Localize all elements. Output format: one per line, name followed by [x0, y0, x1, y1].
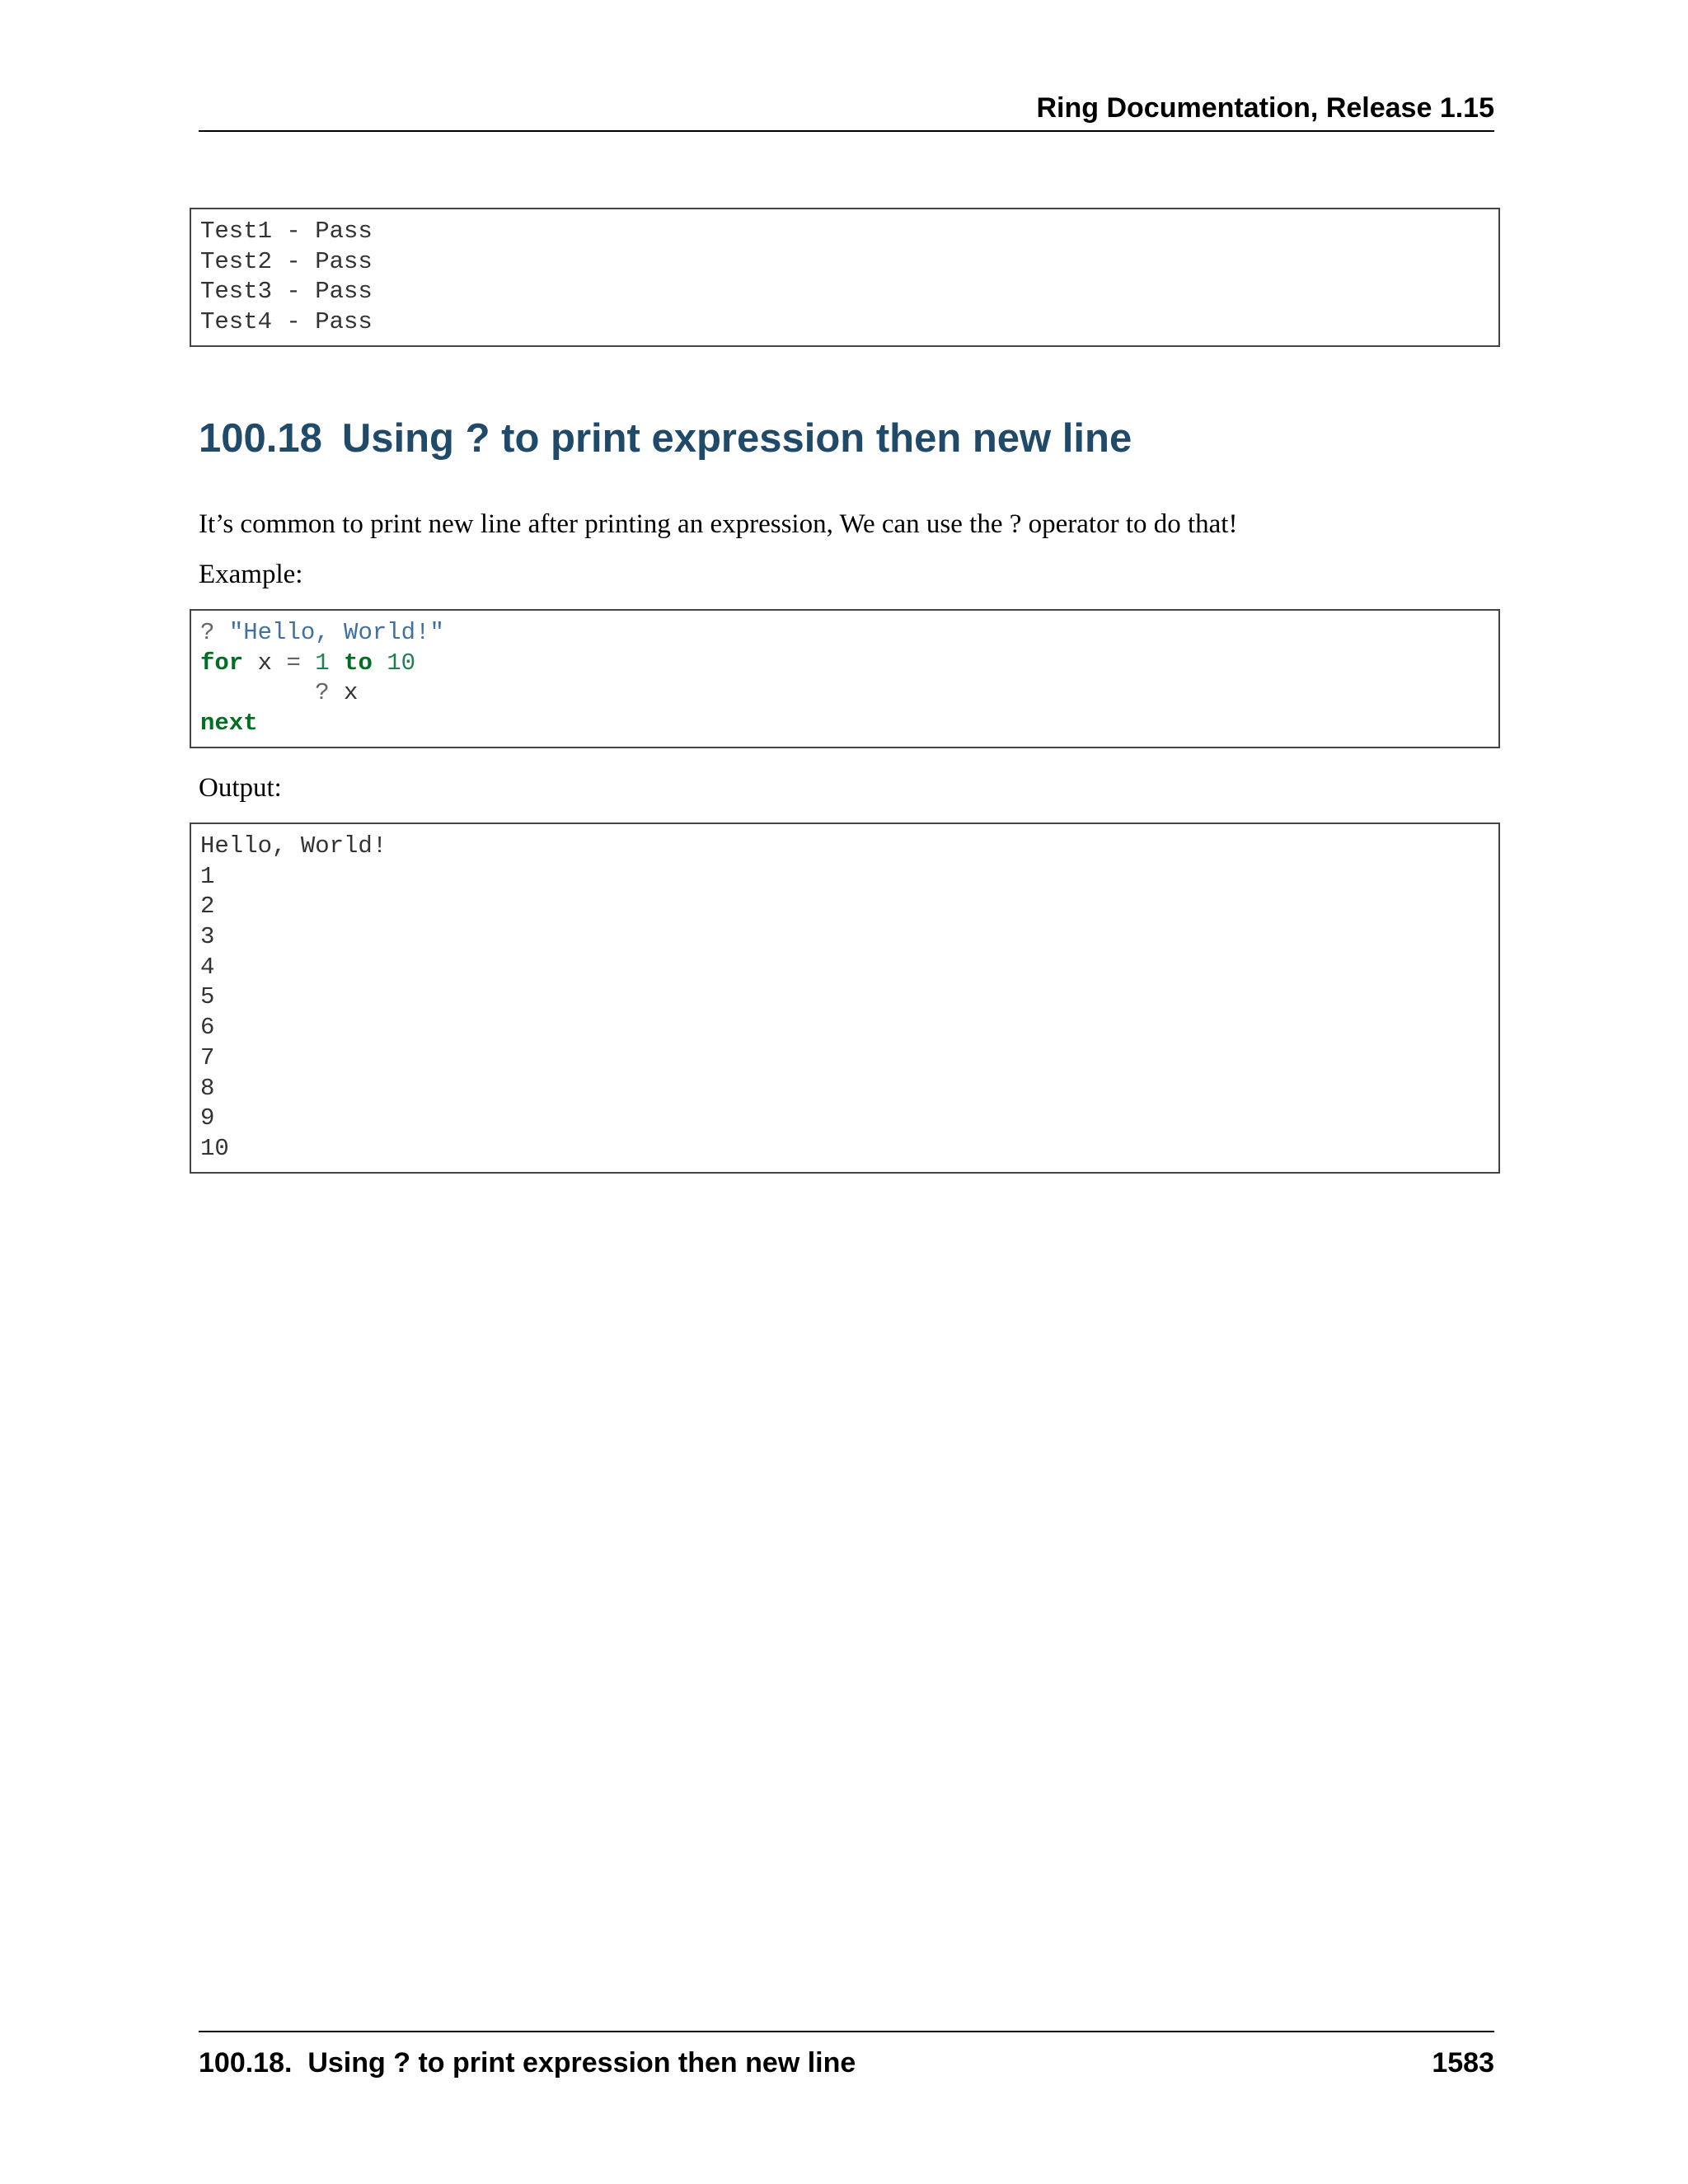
- page-header: [199, 91, 1494, 132]
- code-line-1: [200, 618, 1498, 649]
- output-line: 10: [200, 1134, 229, 1162]
- code-line-2: [200, 649, 1498, 679]
- code-line-3: [200, 678, 1498, 709]
- loop-end: 10: [387, 649, 416, 677]
- example-label: Example:: [199, 560, 303, 589]
- print-operator: ?: [315, 679, 330, 707]
- output-line: 7: [200, 1043, 215, 1071]
- output-line: 4: [200, 953, 215, 981]
- output-line: 9: [200, 1104, 215, 1132]
- footer-section-ref: 100.18. Using ? to print expression then new line: [199, 2047, 856, 2079]
- code-line-4: [200, 709, 1498, 739]
- output-label: Output:: [199, 773, 282, 803]
- previous-output-text: [200, 217, 1498, 338]
- output-line: 8: [200, 1074, 215, 1102]
- output-line: Test4 - Pass: [200, 308, 373, 336]
- header-title: Ring Documentation, Release 1.15: [1036, 92, 1494, 124]
- section-title: Using ? to print expression then new line: [341, 416, 1132, 461]
- keyword-for: for: [200, 649, 244, 677]
- string-literal: "Hello, World!": [228, 619, 444, 646]
- printed-variable: x: [344, 679, 359, 707]
- loop-start: 1: [315, 649, 330, 677]
- output-text: [200, 832, 1498, 1165]
- footer-page-number: 1583: [1432, 2047, 1494, 2079]
- output-line: 5: [200, 983, 215, 1011]
- output-line: Test1 - Pass: [200, 218, 373, 245]
- example-code-block: [190, 609, 1500, 748]
- previous-output-block: [190, 208, 1500, 347]
- intro-paragraph: It’s common to print new line after printing an expression, We can use the ? operator to do that!: [199, 509, 1238, 539]
- code-indent: [200, 679, 315, 706]
- output-line: 1: [200, 862, 215, 890]
- page-footer: [199, 2031, 1494, 2082]
- print-operator: ?: [200, 619, 215, 646]
- assign-operator: =: [286, 649, 301, 677]
- example-code: [200, 618, 1498, 739]
- output-block: [190, 823, 1500, 1174]
- keyword-to: to: [344, 649, 373, 677]
- output-line: Hello, World!: [200, 832, 387, 860]
- loop-variable: x: [257, 649, 273, 677]
- section-number: 100.18: [199, 416, 322, 461]
- output-line: Test2 - Pass: [200, 247, 373, 275]
- output-line: 2: [200, 893, 215, 921]
- output-line: Test3 - Pass: [200, 278, 373, 306]
- output-line: 6: [200, 1014, 215, 1042]
- output-line: 3: [200, 923, 215, 951]
- section-heading: [199, 414, 1132, 463]
- keyword-next: next: [200, 710, 258, 738]
